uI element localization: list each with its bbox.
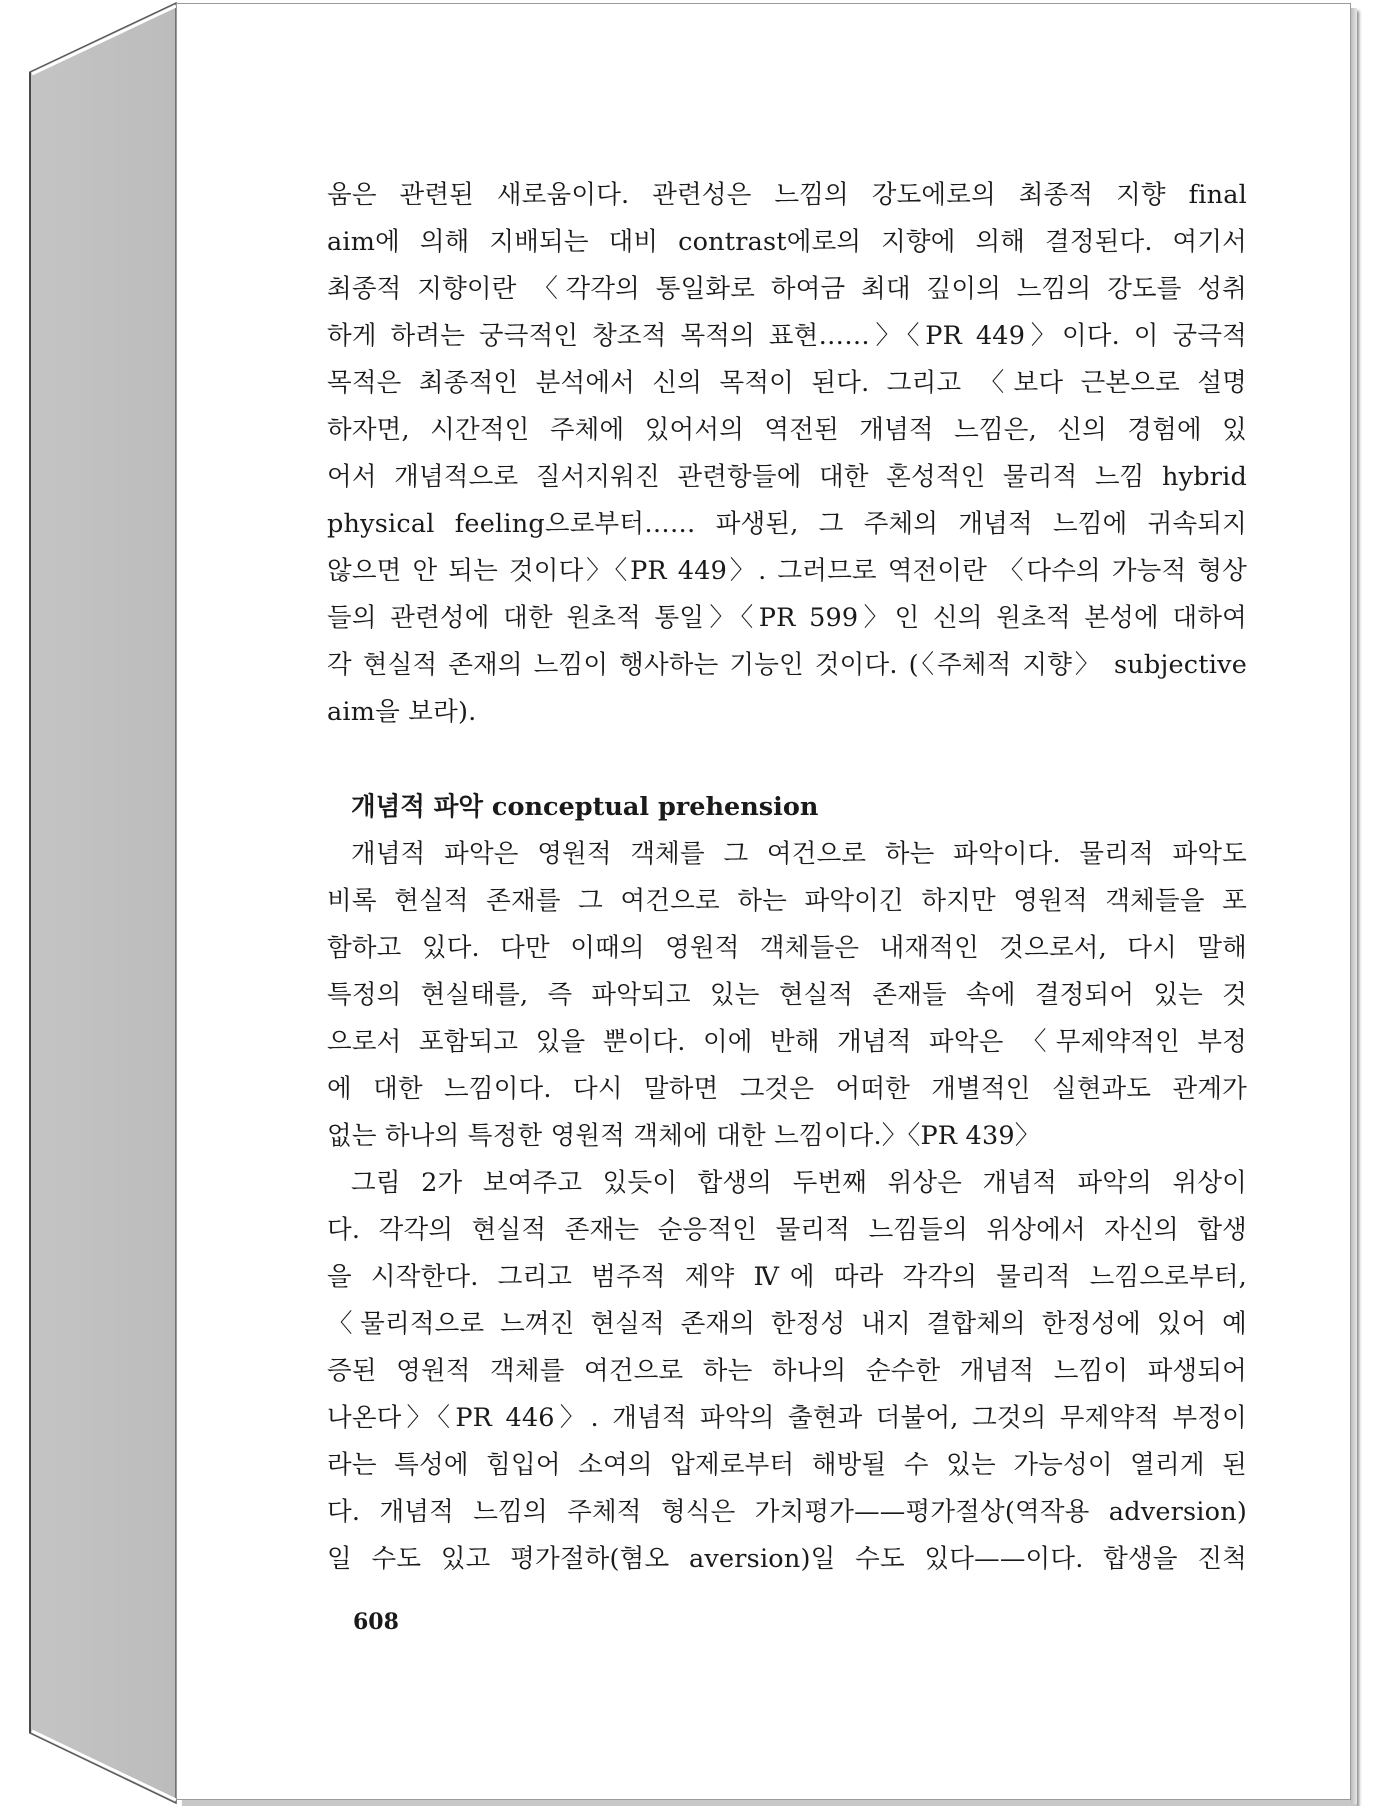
book-page <box>176 3 1351 1800</box>
paragraph-2-line: 특정의 현실태를, 즉 파악되고 있는 현실적 존재들 속에 결정되어 있는 것 <box>327 980 1247 1010</box>
paragraph-1-line: physical feeling으로부터…… 파생된, 그 주체의 개념적 느낌에 귀속되지 <box>327 509 1247 539</box>
page-body <box>327 172 1247 1583</box>
section-spacer <box>327 736 1247 784</box>
paragraph-3-line: 다. 각각의 현실적 존재는 순응적인 물리적 느낌들의 위상에서 자신의 합생 <box>327 1215 1247 1245</box>
paragraph-3-line: 다. 개념적 느낌의 주체적 형식은 가치평가——평가절상(역작용 adversion) <box>327 1497 1247 1527</box>
paragraph-2-line: 없는 하나의 특정한 영원적 객체에 대한 느낌이다.〉〈PR 439〉 <box>327 1121 1041 1151</box>
page-edge-shadow <box>1351 8 1357 1804</box>
paragraph-3-line: 을 시작한다. 그리고 범주적 제약 Ⅳ에 따라 각각의 물리적 느낌으로부터, <box>327 1262 1247 1292</box>
paragraph-2-line: 함하고 있다. 다만 이때의 영원적 객체들은 내재적인 것으로서, 다시 말해 <box>327 933 1247 963</box>
paragraph-1-line: 목적은 최종적인 분석에서 신의 목적이 된다. 그리고 〈보다 근본으로 설명 <box>327 368 1247 398</box>
section-heading: 개념적 파악 conceptual prehension <box>351 792 819 822</box>
paragraph-1-line: 하자면, 시간적인 주체에 있어서의 역전된 개념적 느낌은, 신의 경험에 있 <box>327 415 1247 445</box>
paragraph-1-line: 최종적 지향이란 〈각각의 통일화로 하여금 최대 깊이의 느낌의 강도를 성취 <box>327 274 1247 304</box>
paragraph-2-line: 개념적 파악은 영원적 객체를 그 여건으로 하는 파악이다. 물리적 파악도 <box>351 839 1247 869</box>
paragraph-2-line: 으로서 포함되고 있을 뿐이다. 이에 반해 개념적 파악은 〈무제약적인 부정 <box>327 1027 1247 1057</box>
paragraph-2-line: 에 대한 느낌이다. 다시 말하면 그것은 어떠한 개별적인 실현과도 관계가 <box>327 1074 1247 1104</box>
paragraph-1-line: 어서 개념적으로 질서지워진 관련항들에 대한 혼성적인 물리적 느낌 hybrid <box>327 462 1247 492</box>
paragraph-1-line: 하게 하려는 궁극적인 창조적 목적의 표현……〉〈PR 449〉이다. 이 궁극적 <box>327 321 1247 351</box>
page-number: 608 <box>353 1609 399 1635</box>
paragraph-3-line: 그림 2가 보여주고 있듯이 합생의 두번째 위상은 개념적 파악의 위상이 <box>351 1168 1247 1198</box>
paragraph-3-line: 〈물리적으로 느껴진 현실적 존재의 한정성 내지 결합체의 한정성에 있어 예 <box>327 1309 1247 1339</box>
paragraph-1-line: 않으면 안 되는 것이다〉〈PR 449〉. 그러므로 역전이란 〈다수의 가능적 형상 <box>327 556 1247 586</box>
paragraph-1-line: 들의 관련성에 대한 원초적 통일〉〈PR 599〉인 신의 원초적 본성에 대하여 <box>327 603 1247 633</box>
paragraph-2-line: 비록 현실적 존재를 그 여건으로 하는 파악이긴 하지만 영원적 객체들을 포 <box>327 886 1247 916</box>
paragraph-3-line: 증된 영원적 객체를 여건으로 하는 하나의 순수한 개념적 느낌이 파생되어 <box>327 1356 1247 1386</box>
paragraph-3-line: 일 수도 있고 평가절하(혐오 aversion)일 수도 있다——이다. 합생을 진척 <box>327 1544 1247 1574</box>
paragraph-3-line: 라는 특성에 힘입어 소여의 압제로부터 해방될 수 있는 가능성이 열리게 된 <box>327 1450 1247 1480</box>
paragraph-1-line: aim을 보라). <box>327 697 477 727</box>
paragraph-3-line: 나온다〉〈PR 446〉. 개념적 파악의 출현과 더불어, 그것의 무제약적 부정이 <box>327 1403 1247 1433</box>
paragraph-1-line: 각 현실적 존재의 느낌이 행사하는 기능인 것이다. (〈주체적 지향〉 subjective <box>327 650 1247 680</box>
paragraph-1-line: 움은 관련된 새로움이다. 관련성은 느낌의 강도에로의 최종적 지향 final <box>327 180 1247 210</box>
book-spine-side <box>0 0 190 1806</box>
paragraph-1-line: aim에 의해 지배되는 대비 contrast에로의 지향에 의해 결정된다. 여기서 <box>327 227 1247 257</box>
